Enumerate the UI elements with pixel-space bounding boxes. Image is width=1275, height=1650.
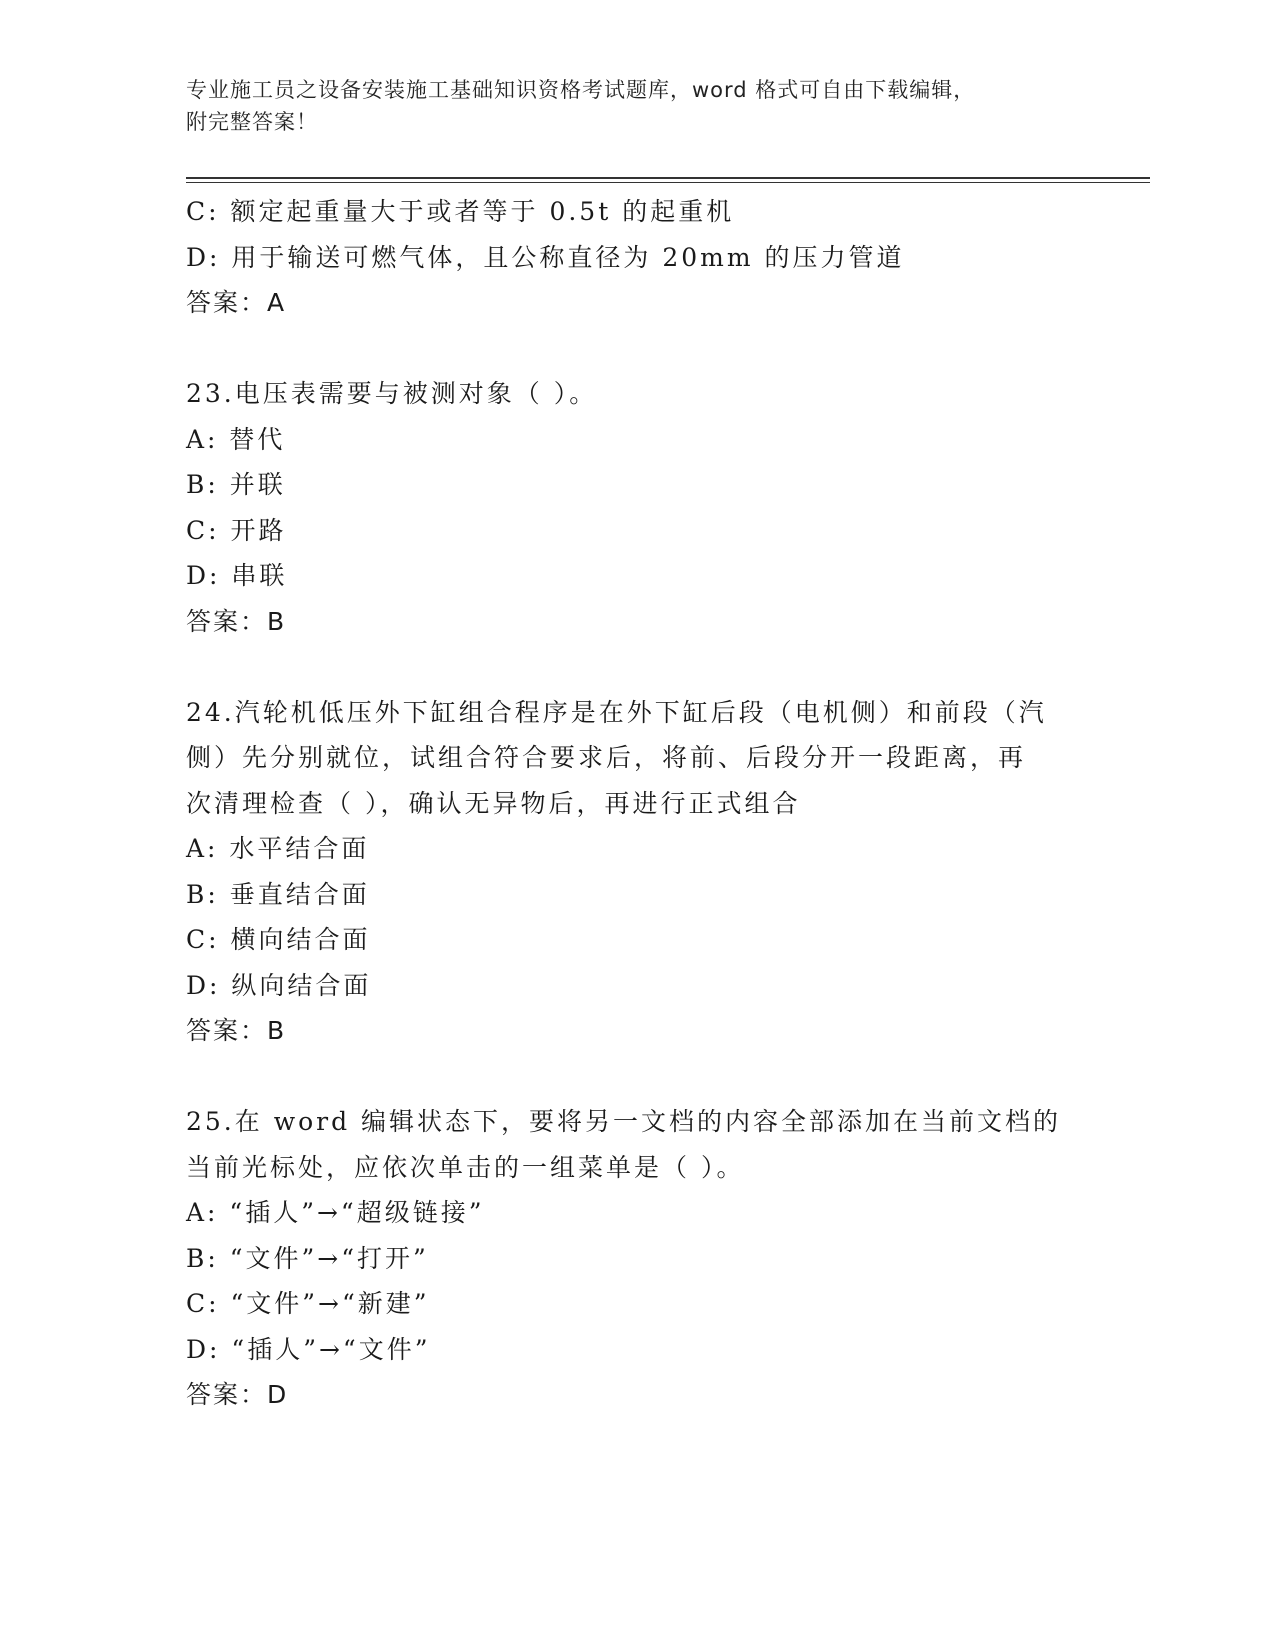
answer: 答案：B <box>186 606 287 636</box>
option-c: C: 额定起重量大于或者等于 0.5t 的起重机 <box>186 197 735 226</box>
spacer <box>186 1054 1150 1100</box>
header-divider-thin <box>186 182 1150 183</box>
question-stem: 侧）先分别就位，试组合符合要求后，将前、后段分开一段距离，再 <box>186 743 1027 772</box>
question-block-22 <box>186 189 1150 326</box>
option-c: C: 横向结合面 <box>186 925 371 954</box>
option-a: A: 替代 <box>186 424 286 454</box>
spacer <box>186 644 1150 690</box>
question-stem: 当前光标处，应依次单击的一组菜单是（ ）。 <box>186 1152 745 1182</box>
question-block-25 <box>186 1099 1150 1418</box>
question-stem: 25.在 word 编辑状态下，要将另一文档的内容全部添加在当前文档的 <box>186 1107 1062 1136</box>
option-a: A: “插人”→“超级链接” <box>186 1198 485 1227</box>
spacer <box>186 326 1150 372</box>
document-header <box>186 74 1086 138</box>
option-d: D: 纵向结合面 <box>186 970 372 1000</box>
question-stem: 23.电压表需要与被测对象（ ）。 <box>186 379 598 408</box>
answer: 答案：A <box>186 288 287 317</box>
question-block-24 <box>186 690 1150 1054</box>
answer: 答案：B <box>186 1016 287 1045</box>
option-b: B: 并联 <box>186 470 286 499</box>
question-list <box>186 189 1150 1418</box>
option-d: D: “插人”→“文件” <box>186 1334 431 1364</box>
answer: 答案：D <box>186 1380 289 1409</box>
option-d: D: 串联 <box>186 561 288 590</box>
header-line-1: 专业施工员之设备安装施工基础知识资格考试题库，word 格式可自由下载编辑， <box>186 78 976 102</box>
header-line-2: 附完整答案！ <box>186 110 318 134</box>
option-a: A: 水平结合面 <box>186 834 370 863</box>
question-stem: 24.汽轮机低压外下缸组合程序是在外下缸后段（电机侧）和前段（汽 <box>186 697 1047 727</box>
option-d: D: 用于输送可燃气体，且公称直径为 20mm 的压力管道 <box>186 242 905 272</box>
header-divider-thick <box>186 177 1150 179</box>
option-b: B: 垂直结合面 <box>186 879 370 909</box>
option-c: C: “文件”→“新建” <box>186 1289 430 1318</box>
option-c: C: 开路 <box>186 515 287 545</box>
option-b: B: “文件”→“打开” <box>186 1243 429 1273</box>
question-block-23 <box>186 371 1150 644</box>
question-stem: 次清理检查（ ），确认无异物后，再进行正式组合 <box>186 788 801 818</box>
